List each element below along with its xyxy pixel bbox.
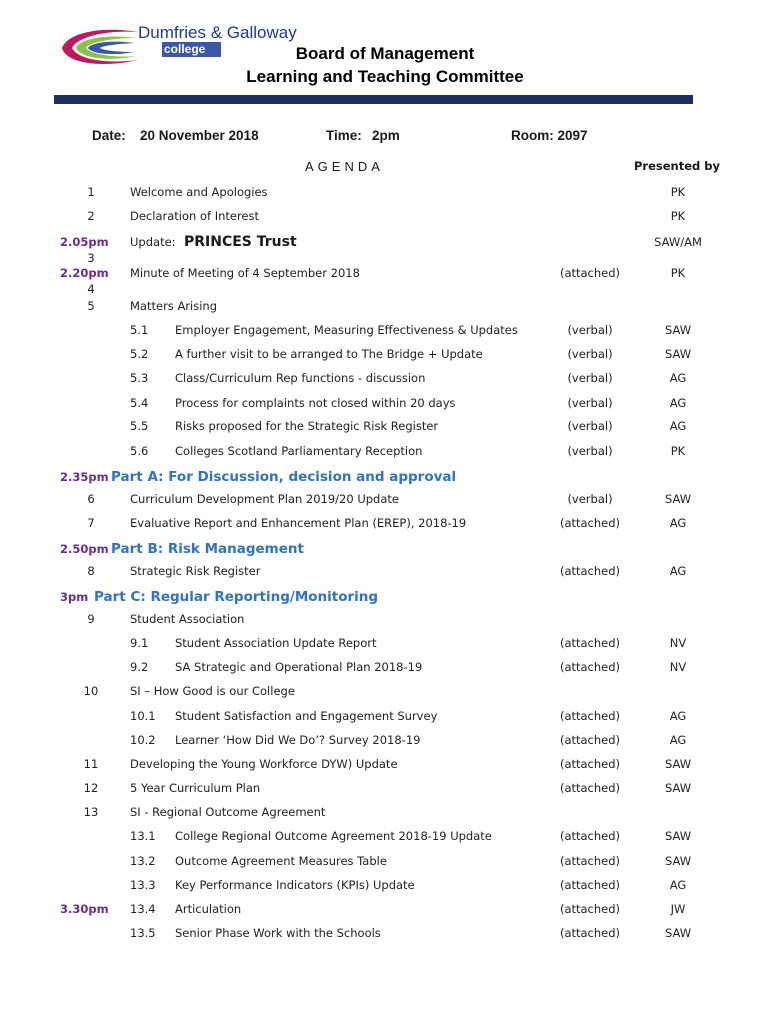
- subitem-number: 5.3: [130, 371, 149, 385]
- section-title: Part B: Risk Management: [111, 541, 304, 557]
- item-presenter: AG: [669, 371, 687, 385]
- item-presenter: SAW: [664, 347, 692, 361]
- item-status: (verbal): [567, 396, 613, 410]
- item-presenter: SAW: [664, 323, 692, 337]
- item-presenter: AG: [669, 419, 687, 433]
- item-presenter: AG: [669, 516, 687, 530]
- item-number: 4: [87, 282, 95, 296]
- item-time: 2.05pm: [60, 235, 109, 249]
- time-label: Time:: [326, 128, 362, 143]
- section-title: Part C: Regular Reporting/Monitoring: [94, 589, 379, 605]
- item-presenter: NV: [669, 636, 687, 650]
- item-title: Evaluative Report and Enhancement Plan (EREP), 2018-19: [130, 516, 467, 530]
- agenda-item: [0, 610, 770, 628]
- item-time: 2.20pm: [60, 266, 109, 280]
- item-status: (attached): [559, 878, 621, 892]
- room-label: Room: 2097: [511, 128, 588, 143]
- section-title: Part A: For Discussion, decision and approval: [111, 469, 457, 485]
- agenda-item: [0, 207, 770, 225]
- agenda-subitem: [0, 417, 770, 435]
- item-title: SI – How Good is our College: [130, 684, 295, 698]
- item-presenter: SAW: [664, 829, 692, 843]
- agenda-subitem: [0, 852, 770, 870]
- item-status: (attached): [559, 636, 621, 650]
- agenda-subitem: [0, 707, 770, 725]
- section-time: 3pm: [60, 590, 89, 604]
- date-label: Date:: [92, 128, 126, 143]
- item-title: Welcome and Apologies: [130, 185, 268, 199]
- agenda-subitem: [0, 900, 770, 918]
- item-presenter: NV: [669, 660, 687, 674]
- item-presenter: SAW: [664, 492, 692, 506]
- agenda-subitem: [0, 731, 770, 749]
- subitem-title: Outcome Agreement Measures Table: [175, 854, 387, 868]
- agenda-subitem: [0, 442, 770, 460]
- item-number: 9: [87, 612, 95, 626]
- subitem-title: Learner ‘How Did We Do’? Survey 2018-19: [175, 733, 421, 747]
- subitem-number: 13.5: [130, 926, 156, 940]
- item-number: 1: [87, 185, 95, 199]
- agenda-item: [0, 682, 770, 700]
- item-status: (attached): [559, 757, 621, 771]
- subitem-title: Student Association Update Report: [175, 636, 377, 650]
- agenda-item: [0, 803, 770, 821]
- document-subtitle: Learning and Teaching Committee: [246, 67, 524, 86]
- item-status: (verbal): [567, 347, 613, 361]
- date-value: 20 November 2018: [140, 128, 259, 143]
- item-title: Developing the Young Workforce DYW) Update: [130, 757, 398, 771]
- subitem-title: Process for complaints not closed within 20 days: [175, 396, 456, 410]
- subitem-title: Articulation: [175, 902, 242, 916]
- item-presenter: SAW: [664, 781, 692, 795]
- subitem-title: Key Performance Indicators (KPIs) Update: [175, 878, 415, 892]
- agenda-item: [0, 490, 770, 508]
- subitem-title: Risks proposed for the Strategic Risk Register: [175, 419, 439, 433]
- item-presenter: PK: [670, 444, 686, 458]
- agenda-subitem: [0, 369, 770, 387]
- document-title: Board of Management: [295, 44, 475, 63]
- item-presenter: SAW: [664, 757, 692, 771]
- agenda-subitem: [0, 924, 770, 942]
- subitem-title: A further visit to be arranged to The Bridge + Update: [175, 347, 483, 361]
- time-value: 2pm: [372, 128, 400, 143]
- agenda-item: [0, 280, 770, 298]
- item-title: Update:: [130, 235, 176, 249]
- agenda-subitem: [0, 827, 770, 845]
- item-title: Matters Arising: [130, 299, 218, 313]
- item-status: (verbal): [567, 419, 613, 433]
- item-time: 3.30pm: [60, 902, 109, 916]
- subitem-title: Class/Curriculum Rep functions - discussion: [175, 371, 426, 385]
- section-time: 2.50pm: [60, 542, 109, 556]
- item-status: (attached): [559, 854, 621, 868]
- item-title: Strategic Risk Register: [130, 564, 261, 578]
- item-status: (attached): [559, 660, 621, 674]
- subitem-number: 5.4: [130, 396, 149, 410]
- agenda-subitem: [0, 876, 770, 894]
- subitem-number: 5.6: [130, 444, 149, 458]
- item-number: 11: [83, 757, 99, 771]
- item-number: 8: [87, 564, 95, 578]
- header-divider-bar: [54, 95, 693, 104]
- subitem-number: 13.2: [130, 854, 156, 868]
- subitem-number: 5.1: [130, 323, 149, 337]
- item-number: 6: [87, 492, 95, 506]
- subitem-title: Senior Phase Work with the Schools: [175, 926, 381, 940]
- item-number: 2: [87, 209, 95, 223]
- item-status: (attached): [559, 266, 621, 280]
- subitem-title: Employer Engagement, Measuring Effectiveness & Updates: [175, 323, 518, 337]
- agenda-item: [0, 779, 770, 797]
- item-presenter: PK: [670, 185, 686, 199]
- subitem-number: 10.2: [130, 733, 156, 747]
- subitem-number: 13.4: [130, 902, 156, 916]
- item-title: Curriculum Development Plan 2019/20 Update: [130, 492, 399, 506]
- presented-by-heading: Presented by: [634, 159, 720, 173]
- item-status: (verbal): [567, 371, 613, 385]
- item-presenter: PK: [670, 266, 686, 280]
- agenda-item: [0, 183, 770, 201]
- subitem-number: 13.1: [130, 829, 156, 843]
- item-title: 5 Year Curriculum Plan: [130, 781, 261, 795]
- item-presenter: AG: [669, 733, 687, 747]
- item-number: 3: [87, 251, 95, 265]
- item-presenter: SAW/AM: [654, 235, 702, 249]
- agenda-heading: AGENDA: [305, 159, 384, 174]
- item-presenter: AG: [669, 709, 687, 723]
- item-status: (attached): [559, 564, 621, 578]
- item-status: (attached): [559, 709, 621, 723]
- section-time: 2.35pm: [60, 470, 109, 484]
- agenda-subitem: [0, 634, 770, 652]
- subitem-title: College Regional Outcome Agreement 2018-19 Update: [175, 829, 492, 843]
- logo-line1: Dumfries & Galloway: [138, 23, 297, 42]
- subitem-number: 13.3: [130, 878, 156, 892]
- item-status: (attached): [559, 829, 621, 843]
- subitem-number: 5.5: [130, 419, 149, 433]
- item-status: (verbal): [567, 444, 613, 458]
- item-status: (attached): [559, 781, 621, 795]
- subitem-number: 9.2: [130, 660, 149, 674]
- agenda-subitem: [0, 345, 770, 363]
- item-number: 10: [83, 684, 99, 698]
- item-presenter: AG: [669, 564, 687, 578]
- item-presenter: SAW: [664, 854, 692, 868]
- item-presenter: SAW: [664, 926, 692, 940]
- agenda-item: [0, 514, 770, 532]
- item-number: 5: [87, 299, 95, 313]
- item-title: Declaration of Interest: [130, 209, 260, 223]
- item-title: SI - Regional Outcome Agreement: [130, 805, 326, 819]
- subitem-title: Colleges Scotland Parliamentary Reception: [175, 444, 423, 458]
- item-number: 13: [83, 805, 99, 819]
- item-emphasis: PRINCES Trust: [184, 234, 297, 250]
- item-status: (attached): [559, 926, 621, 940]
- subitem-number: 5.2: [130, 347, 149, 361]
- agenda-subitem: [0, 321, 770, 339]
- item-title: Student Association: [130, 612, 245, 626]
- item-status: (verbal): [567, 323, 613, 337]
- logo-line2: college: [162, 42, 221, 57]
- item-status: (attached): [559, 902, 621, 916]
- item-presenter: AG: [669, 878, 687, 892]
- item-presenter: PK: [670, 209, 686, 223]
- subitem-title: Student Satisfaction and Engagement Survey: [175, 709, 438, 723]
- item-status: (attached): [559, 733, 621, 747]
- item-number: 12: [83, 781, 99, 795]
- item-status: (verbal): [567, 492, 613, 506]
- item-presenter: JW: [670, 902, 686, 916]
- item-number: 7: [87, 516, 95, 530]
- agenda-subitem: [0, 658, 770, 676]
- subitem-number: 10.1: [130, 709, 156, 723]
- item-status: (attached): [559, 516, 621, 530]
- item-title: Minute of Meeting of 4 September 2018: [130, 266, 360, 280]
- agenda-subitem: [0, 394, 770, 412]
- agenda-item: [0, 297, 770, 315]
- subitem-title: SA Strategic and Operational Plan 2018-19: [175, 660, 423, 674]
- agenda-item: [0, 562, 770, 580]
- agenda-item: [0, 755, 770, 773]
- subitem-number: 9.1: [130, 636, 149, 650]
- item-presenter: AG: [669, 396, 687, 410]
